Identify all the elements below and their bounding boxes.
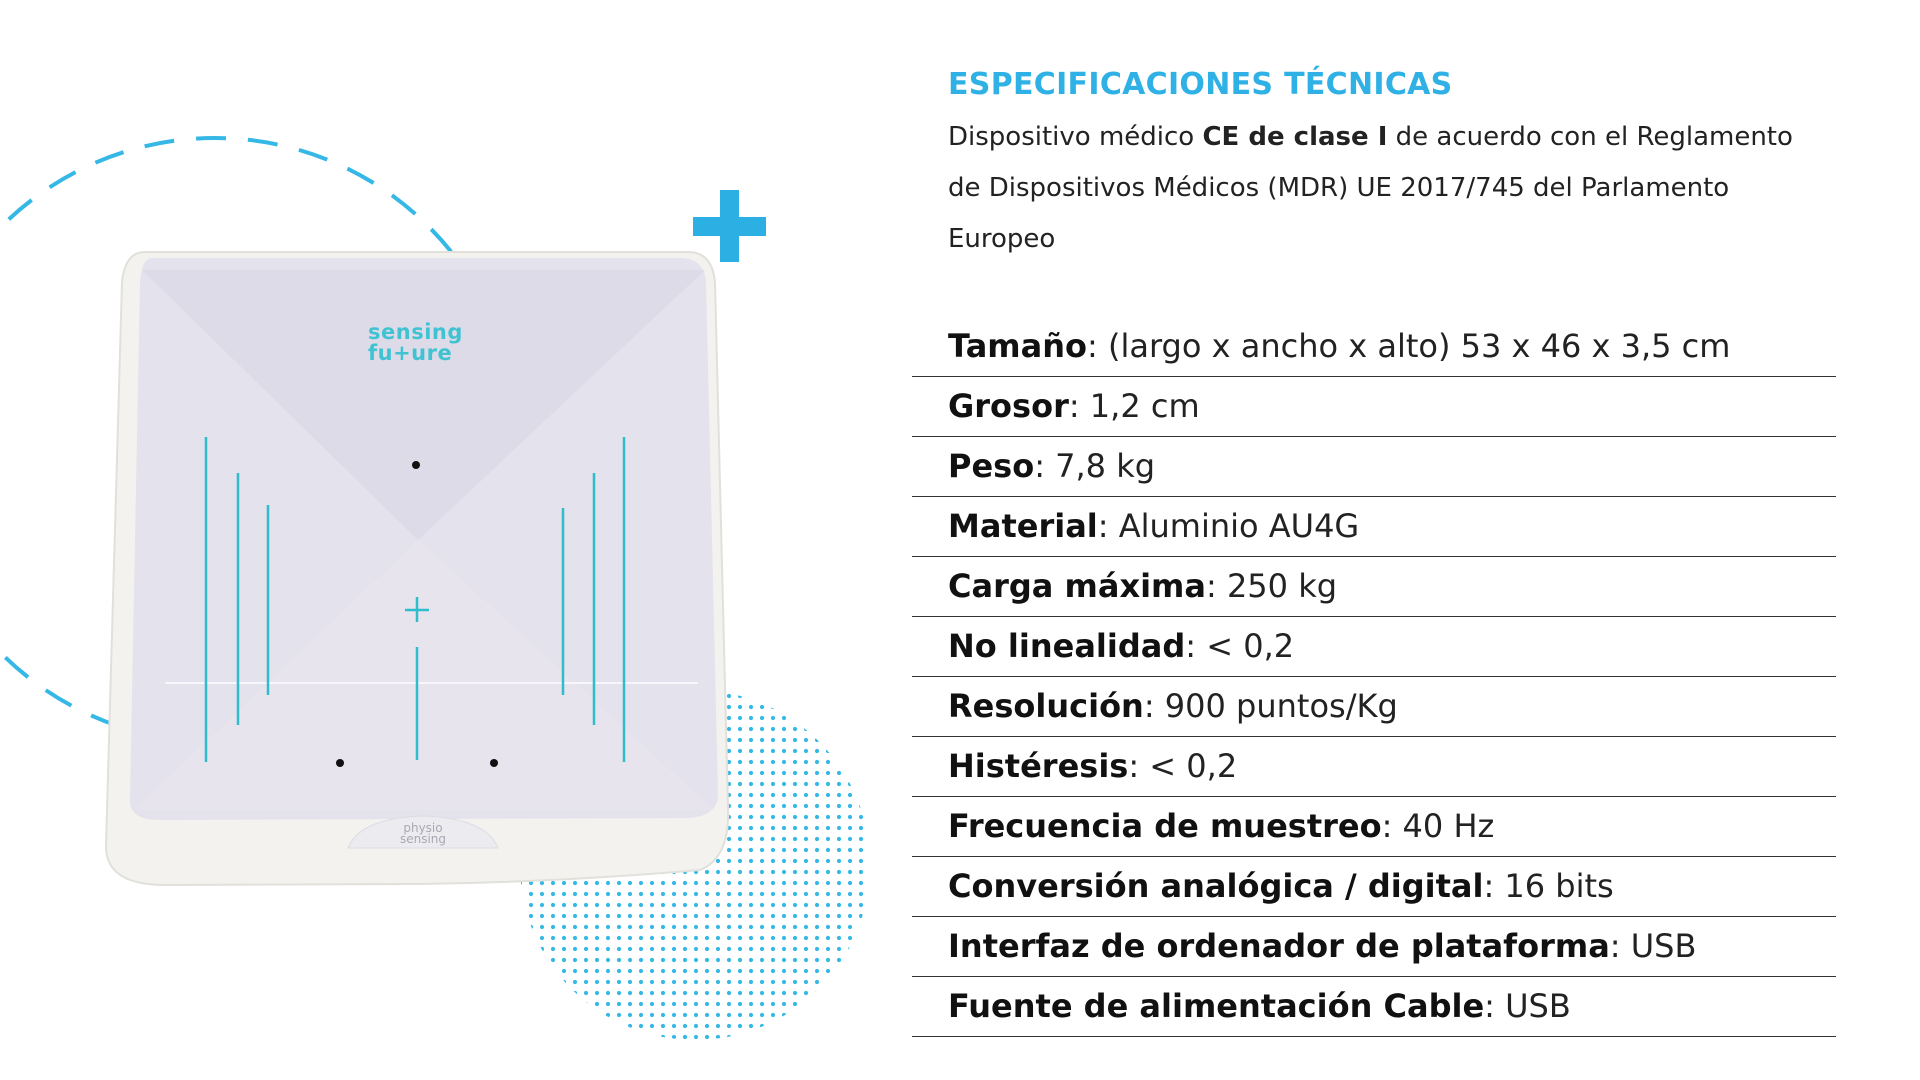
spec-label: Conversión analógica / digital — [948, 867, 1484, 905]
spec-label: No linealidad — [948, 627, 1186, 665]
spec-label: Material — [948, 507, 1098, 545]
spec-value: : 900 puntos/Kg — [1143, 687, 1398, 725]
spec-value: : 40 Hz — [1381, 807, 1495, 845]
sensing-future-logo — [368, 322, 463, 364]
spec-row-power-supply — [912, 977, 1836, 1037]
logo-line-1: sensing — [368, 320, 463, 344]
spec-value: : USB — [1609, 927, 1697, 965]
spec-value: : < 0,2 — [1128, 747, 1238, 785]
spec-row-interface — [912, 917, 1836, 977]
spec-row-material — [912, 497, 1836, 557]
spec-table — [912, 317, 1836, 1037]
spec-value: : USB — [1484, 987, 1571, 1025]
badge-line-2: sensing — [399, 832, 447, 846]
spec-value: : 250 kg — [1205, 567, 1338, 605]
spec-row-size — [912, 317, 1836, 377]
logo-line-2: fu+ure — [368, 341, 453, 365]
spec-label: Carga máxima — [948, 567, 1206, 605]
product-graphic — [0, 0, 900, 1080]
spec-label: Interfaz de ordenador de plataforma — [948, 927, 1610, 965]
physio-sensing-badge — [388, 823, 458, 845]
spec-label: Grosor — [948, 387, 1069, 425]
intro-text-1: Dispositivo médico — [948, 122, 1203, 152]
spec-intro — [948, 112, 1808, 265]
spec-row-hysteresis — [912, 737, 1836, 797]
spec-value: : Aluminio AU4G — [1097, 507, 1360, 545]
product-illustration — [0, 0, 900, 1080]
spec-label: Tamaño — [948, 327, 1087, 365]
spec-row-weight — [912, 437, 1836, 497]
technical-specifications — [912, 58, 1836, 1037]
spec-row-nonlinearity — [912, 617, 1836, 677]
intro-bold: CE de clase I — [1202, 122, 1388, 152]
spec-label: Peso — [948, 447, 1035, 485]
spec-row-resolution — [912, 677, 1836, 737]
spec-value: : 16 bits — [1483, 867, 1614, 905]
spec-label: Frecuencia de muestreo — [948, 807, 1382, 845]
spec-row-sampling-frequency — [912, 797, 1836, 857]
spec-value: : < 0,2 — [1185, 627, 1295, 665]
spec-row-thickness — [912, 377, 1836, 437]
spec-row-max-load — [912, 557, 1836, 617]
spec-value: : (largo x ancho x alto) 53 x 46 x 3,5 cm — [1087, 327, 1731, 365]
badge-line-1: physio — [403, 821, 443, 835]
spec-label: Fuente de alimentación Cable — [948, 987, 1485, 1025]
spec-value: : 1,2 cm — [1068, 387, 1200, 425]
spec-label: Histéresis — [948, 747, 1129, 785]
plus-icon — [693, 190, 766, 262]
spec-title: ESPECIFICACIONES TÉCNICAS — [948, 67, 1453, 102]
intro-text-2: de acuerdo con el Reglamento de Dispositivos Médicos (MDR) UE 2017/745 del Parlamento Europeo — [948, 122, 1793, 254]
spec-value: : 7,8 kg — [1034, 447, 1156, 485]
spec-label: Resolución — [948, 687, 1144, 725]
spec-row-ad-conversion — [912, 857, 1836, 917]
